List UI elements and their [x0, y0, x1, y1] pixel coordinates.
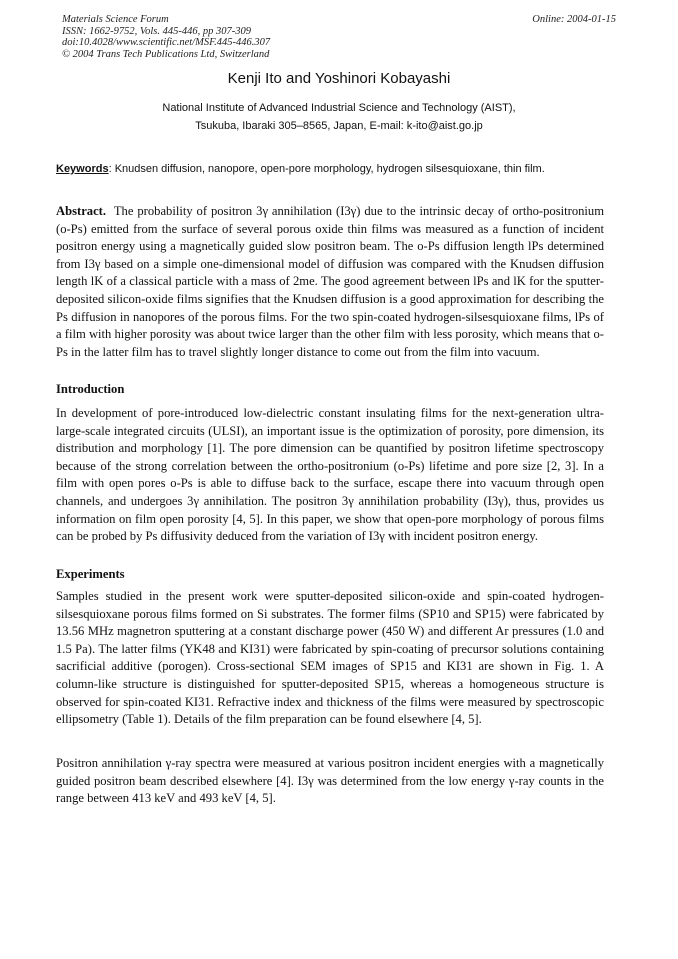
keywords-text: : Knudsen diffusion, nanopore, open-pore morphology, hydrogen silsesquioxane, thin film.	[108, 163, 545, 175]
affiliation-line-1: National Institute of Advanced Industrial Science and Technology (AIST),	[162, 102, 516, 114]
affiliation	[0, 99, 678, 135]
abstract	[56, 203, 604, 361]
issn-line: ISSN: 1662-9752, Vols. 445-446, pp 307-309	[62, 25, 251, 37]
introduction-heading: Introduction	[56, 382, 125, 396]
introduction-body	[56, 405, 604, 546]
experiments-body	[56, 588, 604, 729]
experiments-text-1: Samples studied in the present work were sputter-deposited silicon-oxide and spin-coated hydrogen-silsesquioxane porous films formed on Si substrates. The former films (SP10 and SP15) were fabricated by 13.56 MHz magnetron sputtering at a constant discharge power (450 W) and different Ar pressures (1.0 and 1.5 Pa). The latter films (YK48 and KI31) were fabricated by spin-coating of precursor solutions containing sacrificial additive (porogen). Cross-sectional SEM images of SP15 and KI31 are shown in Fig. 1. A column-like structure is distinguished for sputter-deposited SP15, whereas a homogeneous structure is observed for spin-coated KI31. Refractive index and thickness of the films were measured by spectroscopic ellipsometry (Table 1). Details of the film preparation can be found elsewhere [4, 5].	[56, 589, 604, 727]
affiliation-line-2: Tsukuba, Ibaraki 305–8565, Japan, E-mail: k-ito@aist.go.jp	[195, 120, 483, 132]
doi-line: doi:10.4028/www.scientific.net/MSF.445-446.307	[62, 37, 271, 49]
online-date: Online: 2004-01-15	[532, 14, 616, 25]
experiments-body-2	[56, 755, 604, 808]
journal-name: Materials Science Forum	[62, 14, 169, 25]
copyright-line: © 2004 Trans Tech Publications Ltd, Switzerland	[62, 49, 270, 61]
journal-header	[62, 14, 270, 61]
authors: Kenji Ito and Yoshinori Kobayashi	[227, 70, 451, 87]
abstract-text: The probability of positron 3γ annihilation (I3γ) due to the intrinsic decay of ortho-positronium (o-Ps) emitted from the surface of several porous oxide thin films was measured as a function of incident positron energy using a magnetically guided slow positron beam. The o-Ps diffusion length lPs determined from I3γ based on a simple one-dimensional model of diffusion was compared with the Knudsen diffusion length lK of a classical particle with a mass of 2me. The good agreement between lPs and lK for the sputter-deposited silicon-oxide films signifies that the Knudsen diffusion is a good approximation for describing the Ps diffusion in nanopores of the porous films. For the two spin-coated hydrogen-silsesquioxane films, lPs of a film with higher porosity was about twice larger than the other film with less porosity, which means that o-Ps in the latter film has to travel slightly longer distance to come out from the film into vacuum.	[56, 204, 605, 359]
experiments-heading: Experiments	[56, 567, 125, 581]
keywords-label: Keywords	[56, 163, 109, 175]
experiments-text-2: Positron annihilation γ-ray spectra were measured at various positron incident energies with a magnetically guided positron beam described elsewhere [4]. I3γ was determined from the low energy γ-ray counts in the range between 413 keV and 493 keV [4, 5].	[56, 756, 604, 806]
introduction-text: In development of pore-introduced low-dielectric constant insulating films for the next-generation ultra-large-scale integrated circuits (ULSI), an important issue is the optimization of porosity, pore dimension, its distribution and morphology [1]. The pore dimension can be quantified by positron lifetime spectroscopy because of the strong correlation between the ortho-positronium (o-Ps) lifetime and pore size [2, 3]. In a film with open pores o-Ps is able to diffuse back to the surface, escape there into vacuum through open channels, and undergoes 3γ annihilation. The positron 3γ annihilation probability (I3γ), thus, provides us information on film open porosity [4, 5]. In this paper, we show that open-pore morphology of porous films can be probed by Ps diffusivity deduced from the variation of I3γ with incident positron energy.	[56, 406, 604, 544]
keywords	[56, 162, 616, 176]
abstract-label: Abstract.	[56, 204, 107, 218]
